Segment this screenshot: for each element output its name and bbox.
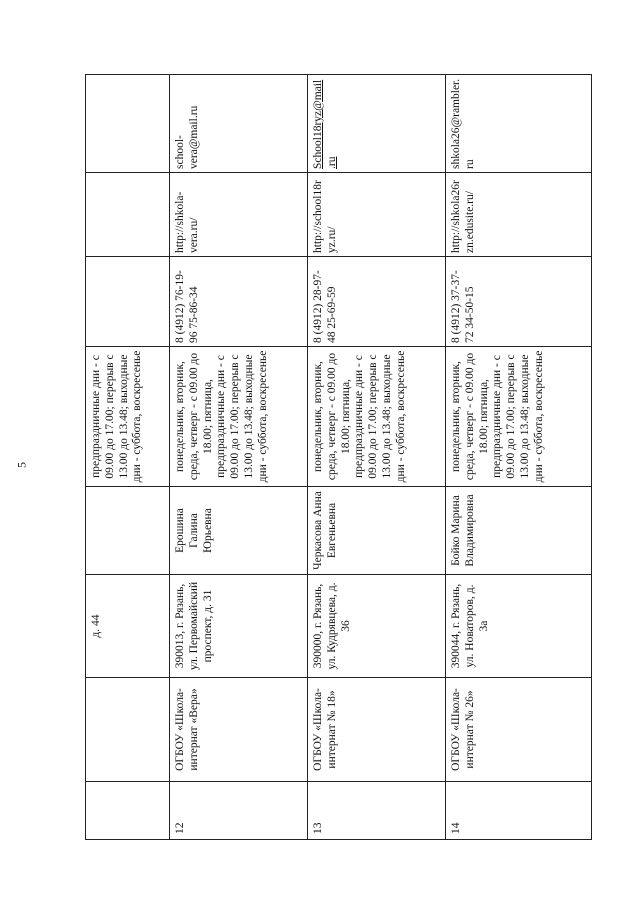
table-row (170, 75, 308, 840)
table-row (86, 75, 170, 840)
director-name: Черкасова Анна Евгеньевна (308, 487, 446, 575)
working-hours: понедельник, вторник, среда, четверг - с 09.00 до 18.00; пятница, предпраздничные дни - с 09.00 до 17.00; перерыв с 13.00 до 13.48; выходные дни - суббота, воскресенье (170, 347, 308, 487)
table-canvas (85, 75, 591, 840)
director-name (86, 487, 170, 575)
phone-numbers: 8 (4912) 76-19-96 75-86-34 (170, 257, 308, 347)
institution-address: д. 44 (86, 575, 170, 678)
email-address[interactable] (86, 75, 170, 173)
working-hours: понедельник, вторник, среда, четверг - с 09.00 до 18.00; пятница, предпраздничные дни - с 09.00 до 17.00; перерыв с 13.00 до 13.48; выходные дни - суббота, воскресенье (308, 347, 446, 487)
director-name: Ерошина Галина Юрьевна (170, 487, 308, 575)
table-row (446, 75, 592, 840)
row-number (86, 782, 170, 840)
institution-address: 390000, г. Рязань, ул. Кудрявцева, д. 36 (308, 575, 446, 678)
email-address[interactable]: School18ryz@mail.ru (308, 75, 446, 173)
website-link[interactable]: http://school18ryz.ru/ (308, 173, 446, 257)
institutions-table (85, 74, 592, 840)
page-number: 5 (14, 462, 29, 468)
institution-address: 390013, г. Рязань, ул. Первомайский проспект, д. 31 (170, 575, 308, 678)
rotated-table-wrapper (85, 75, 591, 840)
email-address[interactable]: school-vera@mail.ru (170, 75, 308, 173)
website-link[interactable] (86, 173, 170, 257)
institution-name: ОГБОУ «Школа-интернат «Вера» (170, 678, 308, 782)
website-link[interactable]: http://shkola-vera.ru/ (170, 173, 308, 257)
working-hours: предпраздничные дни - с 09.00 до 17.00; перерыв с 13.00 до 13.48; выходные дни - суббота, воскресенье (86, 347, 170, 487)
table-row (308, 75, 446, 840)
row-number: 14 (446, 782, 592, 840)
phone-numbers: 8 (4912) 37-37-72 34-50-15 (446, 257, 592, 347)
institution-name: ОГБОУ «Школа-интернат № 26» (446, 678, 592, 782)
director-name: Бойко Марина Владимировна (446, 487, 592, 575)
row-number: 13 (308, 782, 446, 840)
phone-numbers (86, 257, 170, 347)
email-address[interactable]: shkola26@rambler.ru (446, 75, 592, 173)
website-link[interactable]: http://shkola26rzn.edusite.ru/ (446, 173, 592, 257)
institution-name (86, 678, 170, 782)
institution-address: 390044, г. Рязань, ул. Новаторов, д. 3а (446, 575, 592, 678)
working-hours: понедельник, вторник, среда, четверг - с 09.00 до 18.00; пятница, предпраздничные дни - с 09.00 до 17.00; перерыв с 13.00 до 13.48; выходные дни - суббота, воскресенье (446, 347, 592, 487)
phone-numbers: 8 (4912) 28-97-48 25-69-59 (308, 257, 446, 347)
institution-name: ОГБОУ «Школа-интернат № 18» (308, 678, 446, 782)
row-number: 12 (170, 782, 308, 840)
